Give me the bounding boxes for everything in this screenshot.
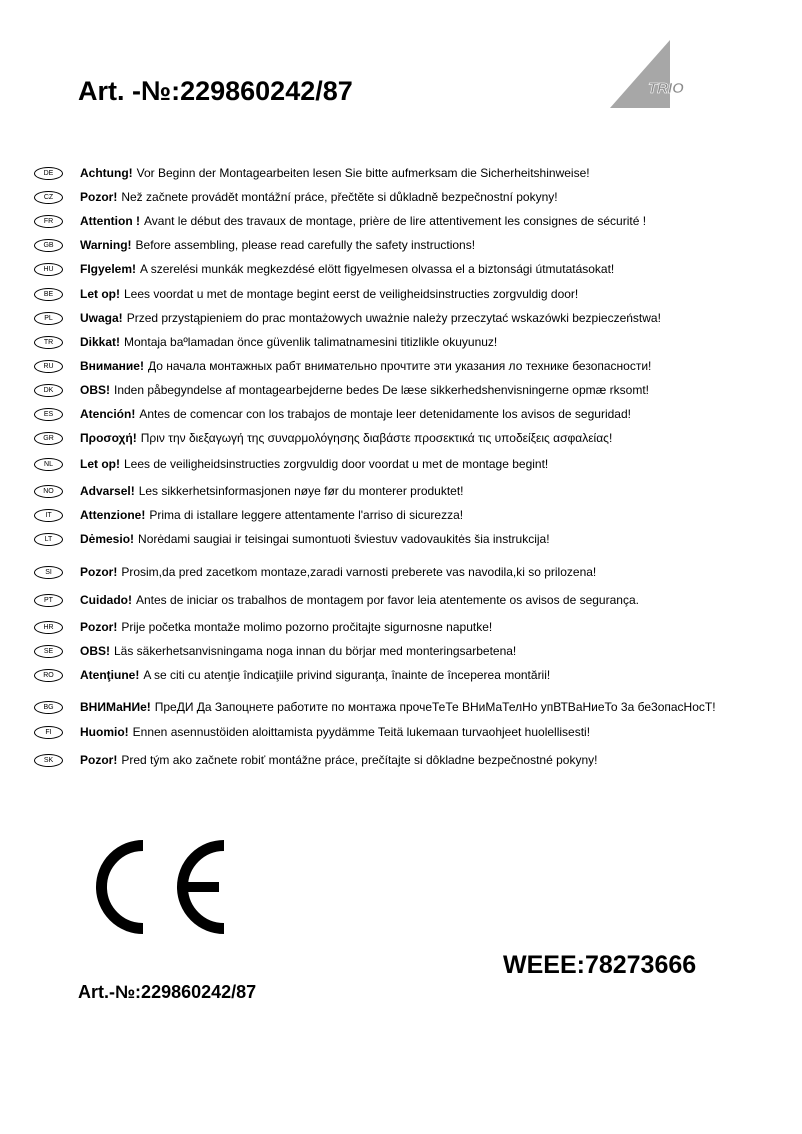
warning-row-es: [34, 404, 631, 424]
warning-row-hr: [34, 617, 492, 637]
warning-text: Norėdami saugiai ir teisingai sumontuoti šviestuv vadovaukitės šia instrukcija!: [138, 532, 550, 546]
warning-row-se: [34, 641, 516, 661]
warning-text: Läs säkerhetsanvisningama noga innan du börjar med monteringsarbetena!: [114, 644, 517, 658]
warning-row-si: [34, 562, 596, 582]
language-badge: GB: [34, 239, 63, 252]
language-badge: IT: [34, 509, 63, 522]
language-badge: DK: [34, 384, 63, 397]
warning-row-cz: [34, 187, 558, 207]
warning-text: ПреДИ Да Запоцнете работите по монтажа прочеТеТе ВНиМаТелНо упВТВаНиеТо 3а бе3опасНосТ!: [154, 700, 716, 714]
warning-text: Antes de iniciar os trabalhos de montagem por favor leia atentemente os avisos de segurança.: [136, 593, 639, 607]
article-number-header: Art. -№:229860242/87: [78, 76, 353, 106]
language-badge: RU: [34, 360, 63, 373]
language-badge: TR: [34, 336, 63, 349]
warning-heading: Dėmesio!: [80, 532, 135, 546]
warning-text: Vor Beginn der Montagearbeiten lesen Sie bitte aufmerksam die Sicherheitshinweise!: [136, 166, 590, 180]
warning-row-ro: [34, 665, 550, 685]
warning-row-fr: [34, 211, 646, 231]
warning-text: Les sikkerhetsinformasjonen nøye før du monterer produktet!: [138, 484, 464, 498]
logo-text: TRIO: [648, 80, 684, 97]
warning-row-ru: [34, 356, 651, 376]
warning-heading: Attenzione!: [80, 508, 146, 522]
warning-row-tr: [34, 332, 497, 352]
warning-heading: Pozor!: [80, 565, 118, 579]
warning-row-lt: [34, 529, 550, 549]
warning-text: Antes de comencar con los trabajos de montaje leer detenidamente los avisos de seguridad!: [139, 407, 631, 421]
warning-row-bg: [34, 697, 716, 717]
language-badge: LT: [34, 533, 63, 546]
language-badge: RO: [34, 669, 63, 682]
warning-row-be: [34, 284, 578, 304]
language-badge: DE: [34, 167, 63, 180]
warning-row-gb: [34, 235, 475, 255]
warning-row-dk: [34, 380, 649, 400]
warning-text: Inden påbegyndelse af montagearbejderne bedes De læse sikkerhedshenvisningerne opmæ rksomt!: [114, 383, 649, 397]
language-badge: SI: [34, 566, 63, 579]
language-badge: NO: [34, 485, 63, 498]
warning-heading: Pozor!: [80, 190, 118, 204]
warning-heading: Atenţiune!: [80, 668, 140, 682]
warning-row-hu: [34, 259, 614, 279]
warning-row-de: [34, 163, 590, 183]
warning-text: Prima di istallare leggere attentamente l'arriso di sicurezza!: [149, 508, 464, 522]
language-badge: FI: [34, 726, 63, 739]
warning-heading: Προσοχή!: [80, 431, 137, 445]
warning-text: Lees voordat u met de montage begint eerst de veiligheidsinstructies zorgvuldig door!: [124, 287, 579, 301]
warning-heading: Attention !: [80, 214, 140, 228]
warning-text: Ennen asennustöiden aloittamista pyydämme Teitä lukemaan turvaohjeet huolellisesti!: [132, 725, 591, 739]
language-badge: SE: [34, 645, 63, 658]
warning-heading: Внимание!: [80, 359, 144, 373]
warning-heading: Achtung!: [80, 166, 133, 180]
warning-text: Πριν την διεξαγωγή της συναρμολόγησης διαβάστε προσεκτικά τις υποδείξεις ασφαλείας!: [140, 431, 613, 445]
warning-row-pt: [34, 590, 639, 610]
warning-heading: OBS!: [80, 383, 110, 397]
warning-heading: Pozor!: [80, 753, 118, 767]
warning-text: Before assembling, please read carefully the safety instructions!: [135, 238, 476, 252]
warning-text: Przed przystąpieniem do prac montażowych uważnie należy przeczytać wskazówki bezpieczeństwa!: [126, 311, 661, 325]
ce-mark-icon: [74, 840, 228, 934]
article-number-footer: Art.-№:229860242/87: [78, 982, 257, 1002]
warning-heading: OBS!: [80, 644, 110, 658]
warning-row-fi: [34, 722, 590, 742]
warning-text: Prije početka montaže molimo pozorno pročitajte sigurnosne naputke!: [121, 620, 493, 634]
language-badge: FR: [34, 215, 63, 228]
warning-heading: Pozor!: [80, 620, 118, 634]
language-badge: BE: [34, 288, 63, 301]
warning-heading: Cuidado!: [80, 593, 132, 607]
language-badge: BG: [34, 701, 63, 714]
language-badge: CZ: [34, 191, 63, 204]
warning-heading: FIgyelem!: [80, 262, 137, 276]
warning-text: Pred tým ako začnete robiť montážne práce, prečítajte si dôkladne bezpečnostné pokyny!: [121, 753, 598, 767]
warning-heading: Let op!: [80, 287, 120, 301]
language-badge: SK: [34, 754, 63, 767]
warning-heading: Uwaga!: [80, 311, 123, 325]
warning-text: Než začnete provádět montážní práce, přečtěte si důkladně bezpečnostní pokyny!: [121, 190, 558, 204]
warning-text: До начала монтажных рабт внимательно прочтите эти указания ло технике безопасности!: [147, 359, 652, 373]
warning-text: A szerelési munkák megkezdésé elött figyelmesen olvassa el a biztonsági útmutatásokat!: [140, 262, 615, 276]
warning-text: A se citi cu atenţie îndicaţiile privind siguranţa, înainte de începerea montării!: [143, 668, 551, 682]
warning-text: Montaja baºlamadan önce güvenlik talimatnamesini titizlikle okuyunuz!: [124, 335, 498, 349]
weee-number: WEEE:78273666: [503, 951, 697, 979]
language-badge: ES: [34, 408, 63, 421]
warning-text: Prosim,da pred zacetkom montaze,zaradi varnosti preberete vas navodila,ki so prilozena!: [121, 565, 597, 579]
warning-heading: Atención!: [80, 407, 136, 421]
ce-letter-c: [101, 846, 143, 929]
warning-heading: Advarsel!: [80, 484, 135, 498]
language-badge: PT: [34, 594, 63, 607]
language-badge: GR: [34, 432, 63, 445]
language-badge: NL: [34, 458, 63, 471]
warning-heading: Huomio!: [80, 725, 129, 739]
warning-text: Avant le début des travaux de montage, prière de lire attentivement les consignes de sécurité !: [143, 214, 647, 228]
warning-row-nl: [34, 454, 548, 474]
warning-text: Lees de veiligheidsinstructies zorgvuldig door voordat u met de montage begint!: [124, 457, 549, 471]
warning-heading: ВНИМаНИе!: [80, 700, 151, 714]
warning-heading: Dikkat!: [80, 335, 121, 349]
warning-row-sk: [34, 750, 597, 770]
language-badge: HR: [34, 621, 63, 634]
language-badge: PL: [34, 312, 63, 325]
warning-heading: Let op!: [80, 457, 120, 471]
warning-heading: Warning!: [80, 238, 132, 252]
language-badge: HU: [34, 263, 63, 276]
warning-row-no: [34, 481, 464, 501]
warning-row-it: [34, 505, 463, 525]
warning-row-gr: [34, 428, 612, 448]
warning-row-pl: [34, 308, 661, 328]
